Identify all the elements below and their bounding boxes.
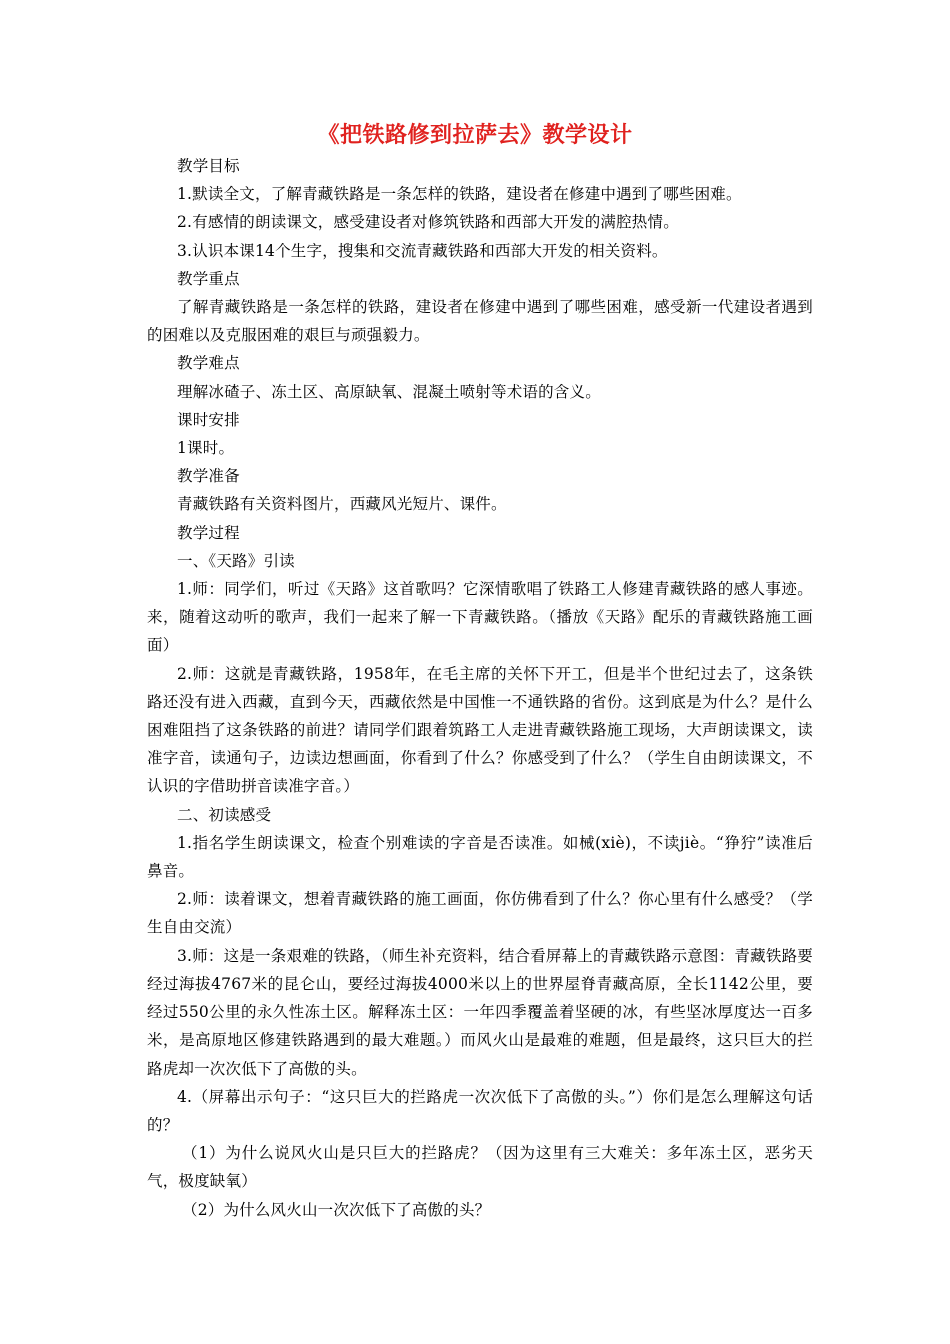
section-heading-key-points: 教学重点 bbox=[177, 269, 240, 288]
process-step-2-heading: 二、初读感受 bbox=[177, 805, 272, 824]
process-paragraph: 3.师：这是一条艰难的铁路，（师生补充资料，结合看屏幕上的青藏铁路示意图：青藏铁路要经过海拔4767米的昆仑山，要经过海拔4000米以上的世界屋脊青藏高原，全长1142公里，要经过550公里的永久性冻土区。解释冻土区：一年四季覆盖着坚硬的冰，有些坚冰厚度达一百多米，是高原地区修建铁路遇到的最大难题。）而风火山是最难的难题，但是最终，这只巨大的拦路虎却一次次低下了高傲的头。 bbox=[147, 946, 813, 1078]
process-paragraph: 1.师：同学们，听过《天路》这首歌吗？它深情歌唱了铁路工人修建青藏铁路的感人事迹。来，随着这动听的歌声，我们一起来了解一下青藏铁路。（播放《天路》配乐的青藏铁路施工画面） bbox=[147, 580, 813, 655]
goal-3: 3.认识本课14个生字，搜集和交流青藏铁路和西部大开发的相关资料。 bbox=[177, 241, 668, 260]
goal-1: 1.默读全文，了解青藏铁路是一条怎样的铁路，建设者在修建中遇到了哪些困难。 bbox=[177, 185, 742, 204]
process-paragraph: 4.（屏幕出示句子：“这只巨大的拦路虎一次次低下了高傲的头。”）你们是怎么理解这句话的？ bbox=[147, 1087, 813, 1134]
process-paragraph: 1.指名学生朗读课文，检查个别难读的字音是否读准。如械(xiè)，不读jiè。“狰狞”读准后鼻音。 bbox=[147, 833, 813, 881]
document-body bbox=[147, 152, 813, 1224]
section-heading-goals: 教学目标 bbox=[177, 157, 240, 175]
goal-2: 2.有感情的朗读课文，感受建设者对修筑铁路和西部大开发的满腔热情。 bbox=[177, 213, 679, 232]
section-heading-preparation: 教学准备 bbox=[177, 467, 240, 486]
process-paragraph: 2.师：这就是青藏铁路，1958年，在毛主席的关怀下开工，但是半个世纪过去了，这条铁路还没有进入西藏，直到今天，西藏依然是中国惟一不通铁路的省份。这到底是为什么？是什么困难阻挡了这条铁路的前进？请同学们跟着筑路工人走进青藏铁路施工现场，大声朗读课文，读准字音，读通句子，边读边想画面，你看到了什么？你感受到了什么？（学生自由朗读课文，不认识的字借助拼音读准字音。） bbox=[147, 664, 813, 796]
preparation-text: 青藏铁路有关资料图片，西藏风光短片、课件。 bbox=[177, 495, 507, 514]
process-paragraph: 2.师：读着课文，想着青藏铁路的施工画面，你仿佛看到了什么？你心里有什么感受？（学生自由交流） bbox=[147, 890, 813, 937]
section-heading-difficulties: 教学难点 bbox=[177, 354, 240, 373]
schedule-text: 1课时。 bbox=[177, 439, 235, 458]
document-title: 《把铁路修到拉萨去》教学设计 bbox=[317, 122, 633, 148]
section-heading-process: 教学过程 bbox=[177, 523, 240, 542]
process-step-1-heading: 一、《天路》引读 bbox=[177, 551, 295, 570]
section-heading-schedule: 课时安排 bbox=[177, 410, 240, 429]
sub-question: （2）为什么风火山一次次低下了高傲的头？ bbox=[182, 1200, 491, 1219]
key-points-text: 了解青藏铁路是一条怎样的铁路，建设者在修建中遇到了哪些困难，感受新一代建设者遇到的困难以及克服困难的艰巨与顽强毅力。 bbox=[147, 298, 813, 345]
difficulties-text: 理解冰碴子、冻土区、高原缺氧、混凝土喷射等术语的含义。 bbox=[177, 382, 601, 401]
sub-question: （1）为什么说风火山是只巨大的拦路虎？（因为这里有三大难关：多年冻土区，恶劣天气，极度缺氧） bbox=[147, 1144, 813, 1191]
